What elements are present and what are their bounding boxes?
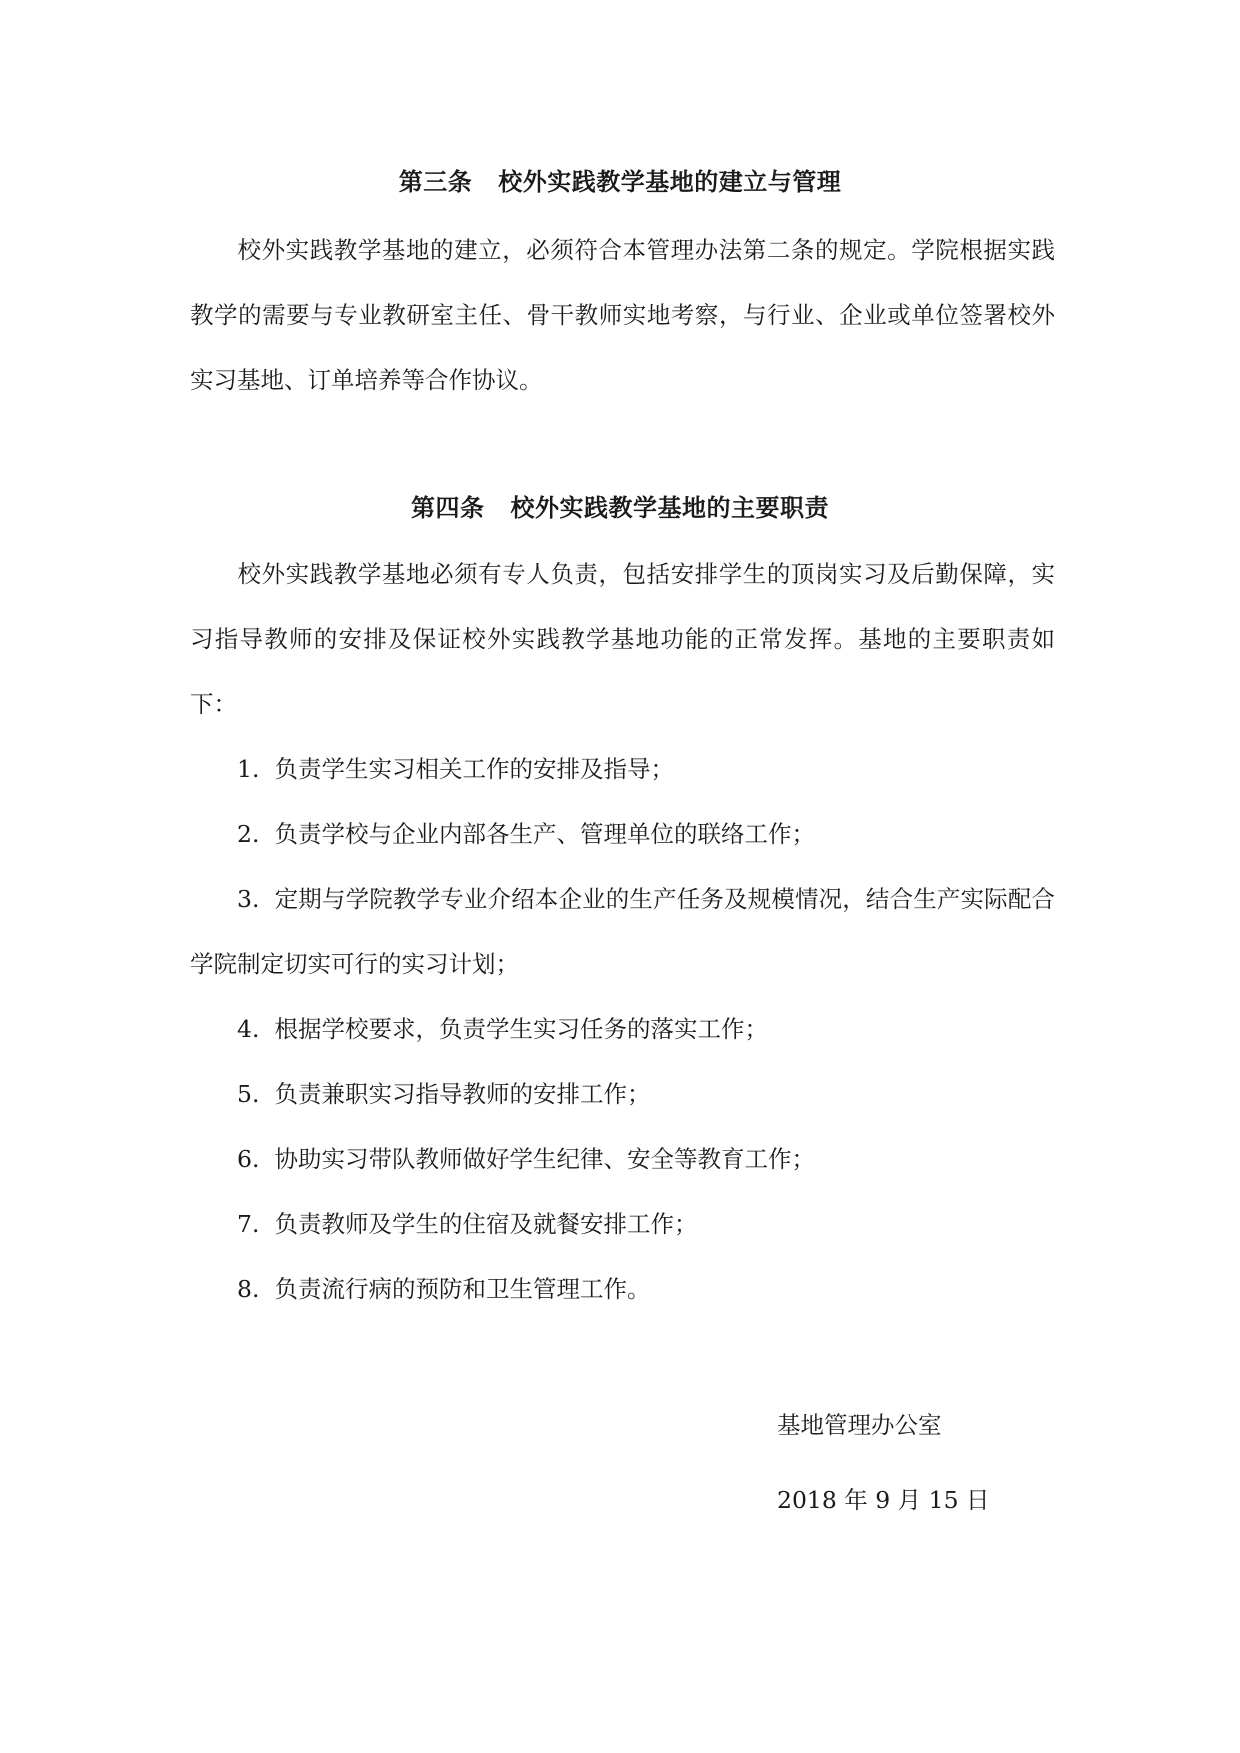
list-item: [190, 997, 1055, 1062]
list-item-text: 根据学校要求，负责学生实习任务的落实工作；: [274, 1015, 768, 1043]
section3-heading: [0, 165, 1240, 199]
list-item-text: 负责流行病的预防和卫生管理工作。: [274, 1275, 651, 1303]
list-item: [190, 1062, 1055, 1127]
list-item-number: 5.: [237, 1080, 260, 1108]
list-item-number: 8.: [237, 1275, 260, 1303]
section4-paragraph: [190, 542, 1055, 737]
section4-label: 第四条: [411, 494, 485, 522]
list-item-text: 负责教师及学生的住宿及就餐安排工作；: [274, 1210, 698, 1238]
section4-heading: [0, 491, 1240, 525]
list-item-text: 协助实习带队教师做好学生纪律、安全等教育工作；: [274, 1145, 815, 1173]
list-item: [190, 802, 1055, 867]
list-item-number: 2.: [237, 820, 260, 848]
list-item: [190, 1192, 1055, 1257]
list-item: [190, 737, 1055, 802]
list-item-text: 负责学校与企业内部各生产、管理单位的联络工作；: [274, 820, 815, 848]
section4-body: 校外实践教学基地必须有专人负责，包括安排学生的顶岗实习及后勤保障，实习指导教师的安排及保证校外实践教学基地功能的正常发挥。基地的主要职责如下：: [190, 560, 1055, 718]
section3-body: 校外实践教学基地的建立，必须符合本管理办法第二条的规定。学院根据实践教学的需要与专业教研室主任、骨干教师实地考察，与行业、企业或单位签署校外实习基地、订单培养等合作协议。: [190, 236, 1055, 394]
list-item-number: 3.: [237, 885, 260, 913]
list-item-number: 4.: [237, 1015, 260, 1043]
list-item-number: 6.: [237, 1145, 260, 1173]
section3-paragraph: [190, 218, 1055, 413]
section3-label: 第三条: [398, 168, 473, 196]
section4-title: 校外实践教学基地的主要职责: [510, 494, 829, 522]
section3-title: 校外实践教学基地的建立与管理: [498, 168, 842, 196]
list-item-number: 1.: [237, 755, 260, 783]
list-item: [190, 1127, 1055, 1192]
list-item-text: 负责学生实习相关工作的安排及指导；: [274, 755, 674, 783]
list-item: [190, 867, 1055, 997]
signature-date: 2018 年 9 月 15 日: [777, 1486, 990, 1514]
signature-office: 基地管理办公室: [777, 1411, 942, 1439]
list-item: [190, 1257, 1055, 1322]
list-item-text: 定期与学院教学专业介绍本企业的生产任务及规模情况，结合生产实际配合学院制定切实可行的实习计划；: [190, 885, 1055, 978]
list-item-text: 负责兼职实习指导教师的安排工作；: [274, 1080, 651, 1108]
list-item-number: 7.: [237, 1210, 260, 1238]
